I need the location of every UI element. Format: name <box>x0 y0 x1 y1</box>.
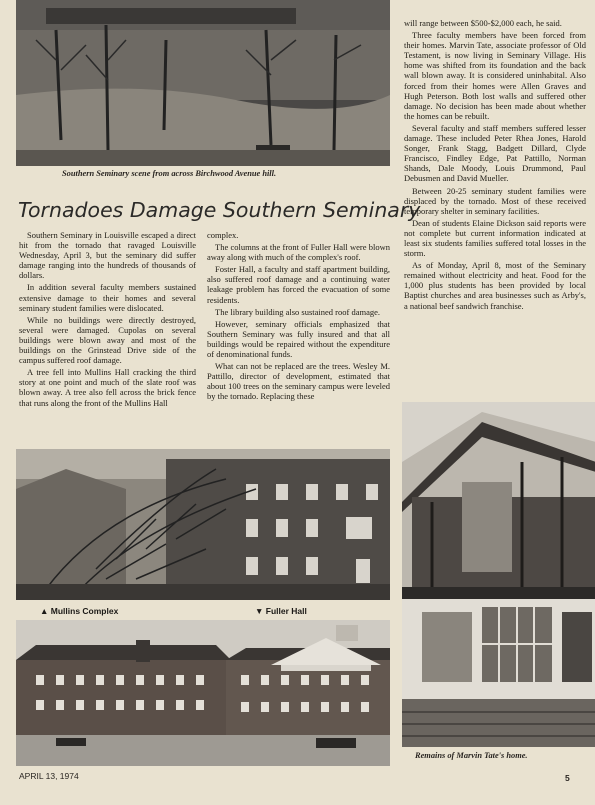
caption-tate-home: Remains of Marvin Tate's home. <box>415 751 528 760</box>
paragraph: In addition several faculty members sustained extensive damage to their homes and several seminary student families were dislocated. <box>19 282 196 313</box>
paragraph: Between 20-25 seminary student families were displaced by the tornado. Most of these received temporary shelter in seminary facilities. <box>404 185 586 216</box>
paragraph: Three faculty members have been forced from their homes. Marvin Tate, associate professor of Old Testament, is now living in Seminary Village. His home was shifted from its foundation and the back wall blown away. It is considered uninhabital. Also forced from their homes were Allen Graves and Hugh Peterson. Both lost walls and suffered other damage. No decision has been made about whether the homes can be rebuilt. <box>404 30 586 121</box>
page-number: 5 <box>565 773 570 783</box>
article-column-1 <box>19 230 196 410</box>
footer-date: APRIL 13, 1974 <box>19 771 79 781</box>
paragraph: A tree fell into Mullins Hall cracking the third story at one point and much of the slate roof was blown away. A tree also fell across the brick fence that runs along the front of the Mullins Hall <box>19 367 196 408</box>
paragraph: Several faculty and staff members suffered lesser damage. These included Peter Rhea Jones, Harold Songer, Frank Stagg, Badgett Dillard, Clyde Francisco, Findley Edge, Pat Pattillo, Norman Shands, Dale Moody, Louis Drummond, Paul Debusmen and David Mueller. <box>404 122 586 184</box>
paragraph: Southern Seminary in Louisville escaped a direct hit from the tornado that ravaged Louisville Wednesday, April 3, but the seminary did suffer damage ranging into the hundreds of thousands of dollars. <box>19 230 196 281</box>
paragraph: What can not be replaced are the trees. Wesley M. Pattillo, director of development, estimated that about 100 trees on the seminary campus were leveled by the tornado. Replacing these <box>207 361 390 402</box>
photo-mullins-complex <box>16 449 390 600</box>
label-fuller-hall: ▼ Fuller Hall <box>255 606 307 616</box>
paragraph: will range between $500-$2,000 each, he said. <box>404 18 562 28</box>
paragraph: While no buildings were directly destroyed, several were damaged. Cupolas on several buildings were blown away and most of the buildings on the Grinstead Drive side of the campus suffered roof damage. <box>19 314 196 366</box>
paragraph: However, seminary officials emphasized that Southern Seminary was fully insured and that all buildings would be repaired without the expenditure of denominational funds. <box>207 318 390 360</box>
photo-campus-scene <box>16 0 390 166</box>
paragraph: The library building also sustained roof damage. <box>215 306 380 317</box>
paragraph: Dean of students Elaine Dickson said reports were not complete but current information indicated at least six students families suffered total losses in the storm. <box>404 217 586 259</box>
headline: Tornadoes Damage Southern Seminary <box>18 198 421 222</box>
photo-fuller-hall <box>16 620 390 766</box>
paragraph: The columns at the front of Fuller Hall were blown away along with much of the complex's roof. <box>207 242 390 263</box>
photo-tate-home <box>402 402 595 747</box>
paragraph: As of Monday, April 8, most of the Seminary remained without electricity and heat. Food for the 1,000 plus students has been provided by local Baptist churches and area businesses such as Arby's, a national beef sandwich franchise. <box>404 260 586 311</box>
article-column-3 <box>404 18 586 313</box>
label-mullins-complex: ▲ Mullins Complex <box>40 606 119 616</box>
paragraph: complex. <box>207 230 239 240</box>
paragraph: Foster Hall, a faculty and staff apartment building, also suffered roof damage and a continuing water leakage problem has forced the evacuation of some residents. <box>207 264 390 305</box>
article-column-2 <box>207 230 390 404</box>
caption-top-photo: Southern Seminary scene from across Birchwood Avenue hill. <box>62 169 277 178</box>
